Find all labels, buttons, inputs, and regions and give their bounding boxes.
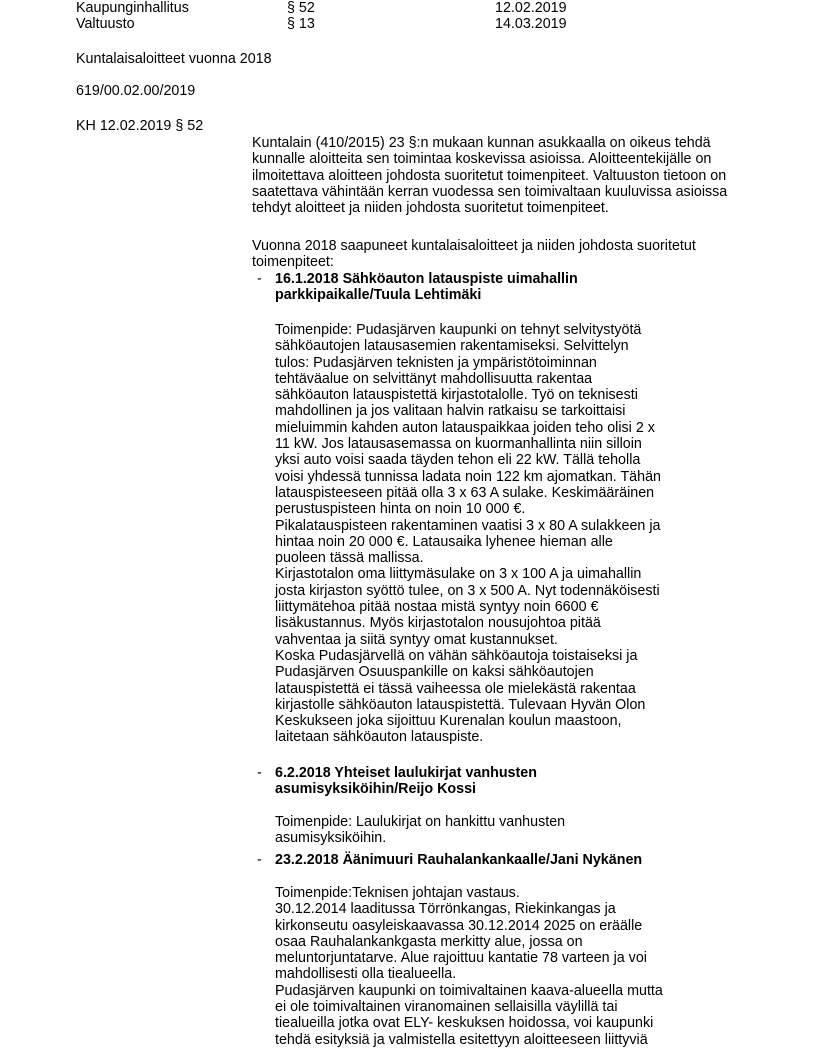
text-line: meluntorjuntatarve. Alue rajoittuu kantatie 78 varteen ja voi — [275, 950, 647, 967]
text-line: sähköauton latauspistettä kirjastotalolle. Työ on teknisesti — [275, 387, 638, 404]
text-line: kirjastolle sähköauton latauspistettä. Tulevaan Hyvän Olon — [275, 696, 646, 713]
text-line: tehtäväalue on selvittänyt mahdollisuutta rakentaa — [275, 370, 593, 387]
text-line: Koska Pudasjärvellä on vähän sähköautoja toistaiseksi ja — [275, 647, 638, 664]
text-line: ei ole toimivaltainen viranomainen sellaisilla väylillä tai — [275, 999, 618, 1016]
text-line: Kuntalain (410/2015) 23 §:n mukaan kunnan asukkaalla on oikeus tehdä — [252, 135, 711, 151]
meeting-reference: KH 12.02.2019 § 52 — [76, 118, 204, 134]
text-line: Pudasjärven kaupunki on toimivaltainen kaava-alueella mutta — [275, 982, 663, 999]
bullet-dash: - — [257, 271, 262, 287]
record-number: 619/00.02.00/2019 — [76, 83, 196, 99]
list-intro-paragraph — [252, 238, 696, 271]
text-line: tulos: Pudasjärven teknisten ja ympäristötoiminnan — [275, 354, 597, 371]
text-line: mieluimmin kahden auton latauspaikkaa joiden teho olisi 2 x — [275, 419, 655, 436]
item-2-title — [275, 765, 537, 798]
header-body-2: Valtuusto — [76, 16, 135, 32]
text-line: Pikalatauspisteen rakentaminen vaatisi 3 x 80 A sulakkeen ja — [275, 517, 661, 534]
text-line: puoleen tässä mallissa. — [275, 550, 424, 567]
text-line: latauspisteeseen pitää olla 3 x 63 A sulake. Keskimääräinen — [275, 484, 655, 501]
document-title: Kuntalaisaloitteet vuonna 2018 — [76, 51, 272, 67]
text-line: kunnalle aloitteita sen toimintaa koskevissa asioissa. Aloitteentekijälle on — [252, 151, 712, 168]
header-section-2: § 13 — [287, 16, 315, 32]
text-line: yksi auto voisi saada täyden tehon eli 22 kW. Tällä teholla — [275, 452, 641, 469]
text-line: asumisyksiköihin. — [275, 830, 387, 847]
text-line: vahventaa ja siitä syntyy omat kustannukset. — [275, 631, 558, 648]
header-date-1: 12.02.2019 — [495, 0, 567, 16]
text-line: Pudasjärven Osuuspankille on kaksi sähköautojen — [275, 664, 594, 681]
header-section-1: § 52 — [287, 0, 315, 16]
intro-paragraph — [252, 135, 727, 216]
text-line: osaa Rauhalankankgasta merkitty alue, jossa on — [275, 933, 583, 950]
text-line: hintaa noin 20 000 €. Latausaika lyhenee hieman alle — [275, 533, 613, 550]
text-line: kirkonseutu oasyleiskaavassa 30.12.2014 2025 on eräälle — [275, 917, 643, 934]
text-line: Kirjastotalon oma liittymäsulake on 3 x 100 A ja uimahallin — [275, 566, 642, 583]
text-line: Vuonna 2018 saapuneet kuntalaisaloitteet ja niiden johdosta suoritetut — [252, 238, 696, 254]
item-title-line: asumisyksiköihin/Reijo Kossi — [275, 781, 477, 798]
bullet-dash: - — [257, 852, 262, 868]
text-line: mahdollinen ja jos valitaan halvin ratkaisu se tarkoittaisi — [275, 403, 626, 420]
item-title-line: 16.1.2018 Sähköauton latauspiste uimahallin — [275, 271, 578, 287]
text-line: Toimenpide: Laulukirjat on hankittu vanhusten — [275, 814, 566, 830]
text-line: tiealueilla jotka ovat ELY- keskuksen hoidossa, voi kaupunki — [275, 1015, 654, 1032]
item-1-body — [275, 322, 661, 746]
text-line: latauspistettä ei tässä vaiheessa ole mielekästä rakentaa — [275, 680, 636, 697]
text-line: Toimenpide:Teknisen johtajan vastaus. — [275, 885, 520, 901]
text-line: saatettava vähintään kerran vuodessa sen toimivaltaan kuuluvissa asioissa — [252, 183, 728, 200]
text-line: tehdä esityksiä ja valmistella esitettyyn aloitteeseen liittyviä — [275, 1031, 648, 1048]
text-line: 11 kW. Jos latausasemassa on kuormanhallinta niin silloin — [275, 436, 642, 453]
text-line: ilmoitettava aloitteen johdosta suoritetut toimenpiteet. Valtuuston tietoon on — [252, 167, 727, 184]
item-3-title — [275, 852, 642, 868]
item-1-title — [275, 271, 578, 304]
item-title-line: 23.2.2018 Äänimuuri Rauhalankankaalle/Jani Nykänen — [275, 852, 643, 868]
item-2-body — [275, 814, 565, 847]
header-date-2: 14.03.2019 — [495, 16, 567, 32]
text-line: toimenpiteet: — [252, 254, 334, 271]
bullet-dash: - — [257, 765, 262, 781]
item-1-action-label: Toimenpide: — [275, 322, 353, 338]
item-1-body-first: Pudasjärven kaupunki on tehnyt selvitystyötä — [352, 322, 642, 338]
header-body-1: Kaupunginhallitus — [76, 0, 189, 16]
item-3-body — [275, 885, 663, 1048]
text-line: sähköautojen latausasemien rakentamiseksi. Selvittelyn — [275, 338, 629, 355]
text-line: tehdyt aloitteet ja niiden johdosta suoritetut toimenpiteet. — [252, 200, 609, 217]
text-line: mahdollisesti olla tiealueella. — [275, 966, 457, 983]
item-title-line: parkkipaikalle/Tuula Lehtimäki — [275, 287, 482, 304]
item-title-line: 6.2.2018 Yhteiset laulukirjat vanhusten — [275, 765, 537, 781]
text-line: perustuspisteen hinta on noin 10 000 €. — [275, 501, 526, 518]
text-line: lisäkustannus. Myös kirjastotalon nousujohtoa pitää — [275, 615, 601, 632]
text-line: 30.12.2014 laaditussa Törrönkangas, Riekinkangas ja — [275, 901, 616, 918]
text-line: josta kirjaston syöttö tulee, on 3 x 500 A. Nyt todennäköisesti — [275, 582, 660, 599]
text-line: voisi yhdessä tunnissa ladata noin 122 km ajomatkan. Tähän — [275, 468, 661, 485]
text-line: laitetaan sähköauton latauspiste. — [275, 729, 484, 746]
text-line: liittymätehoa pitää nostaa mistä syntyy noin 6600 € — [275, 599, 599, 616]
text-line: Keskukseen joka sijoittuu Kurenalan koulun maastoon, — [275, 713, 622, 730]
